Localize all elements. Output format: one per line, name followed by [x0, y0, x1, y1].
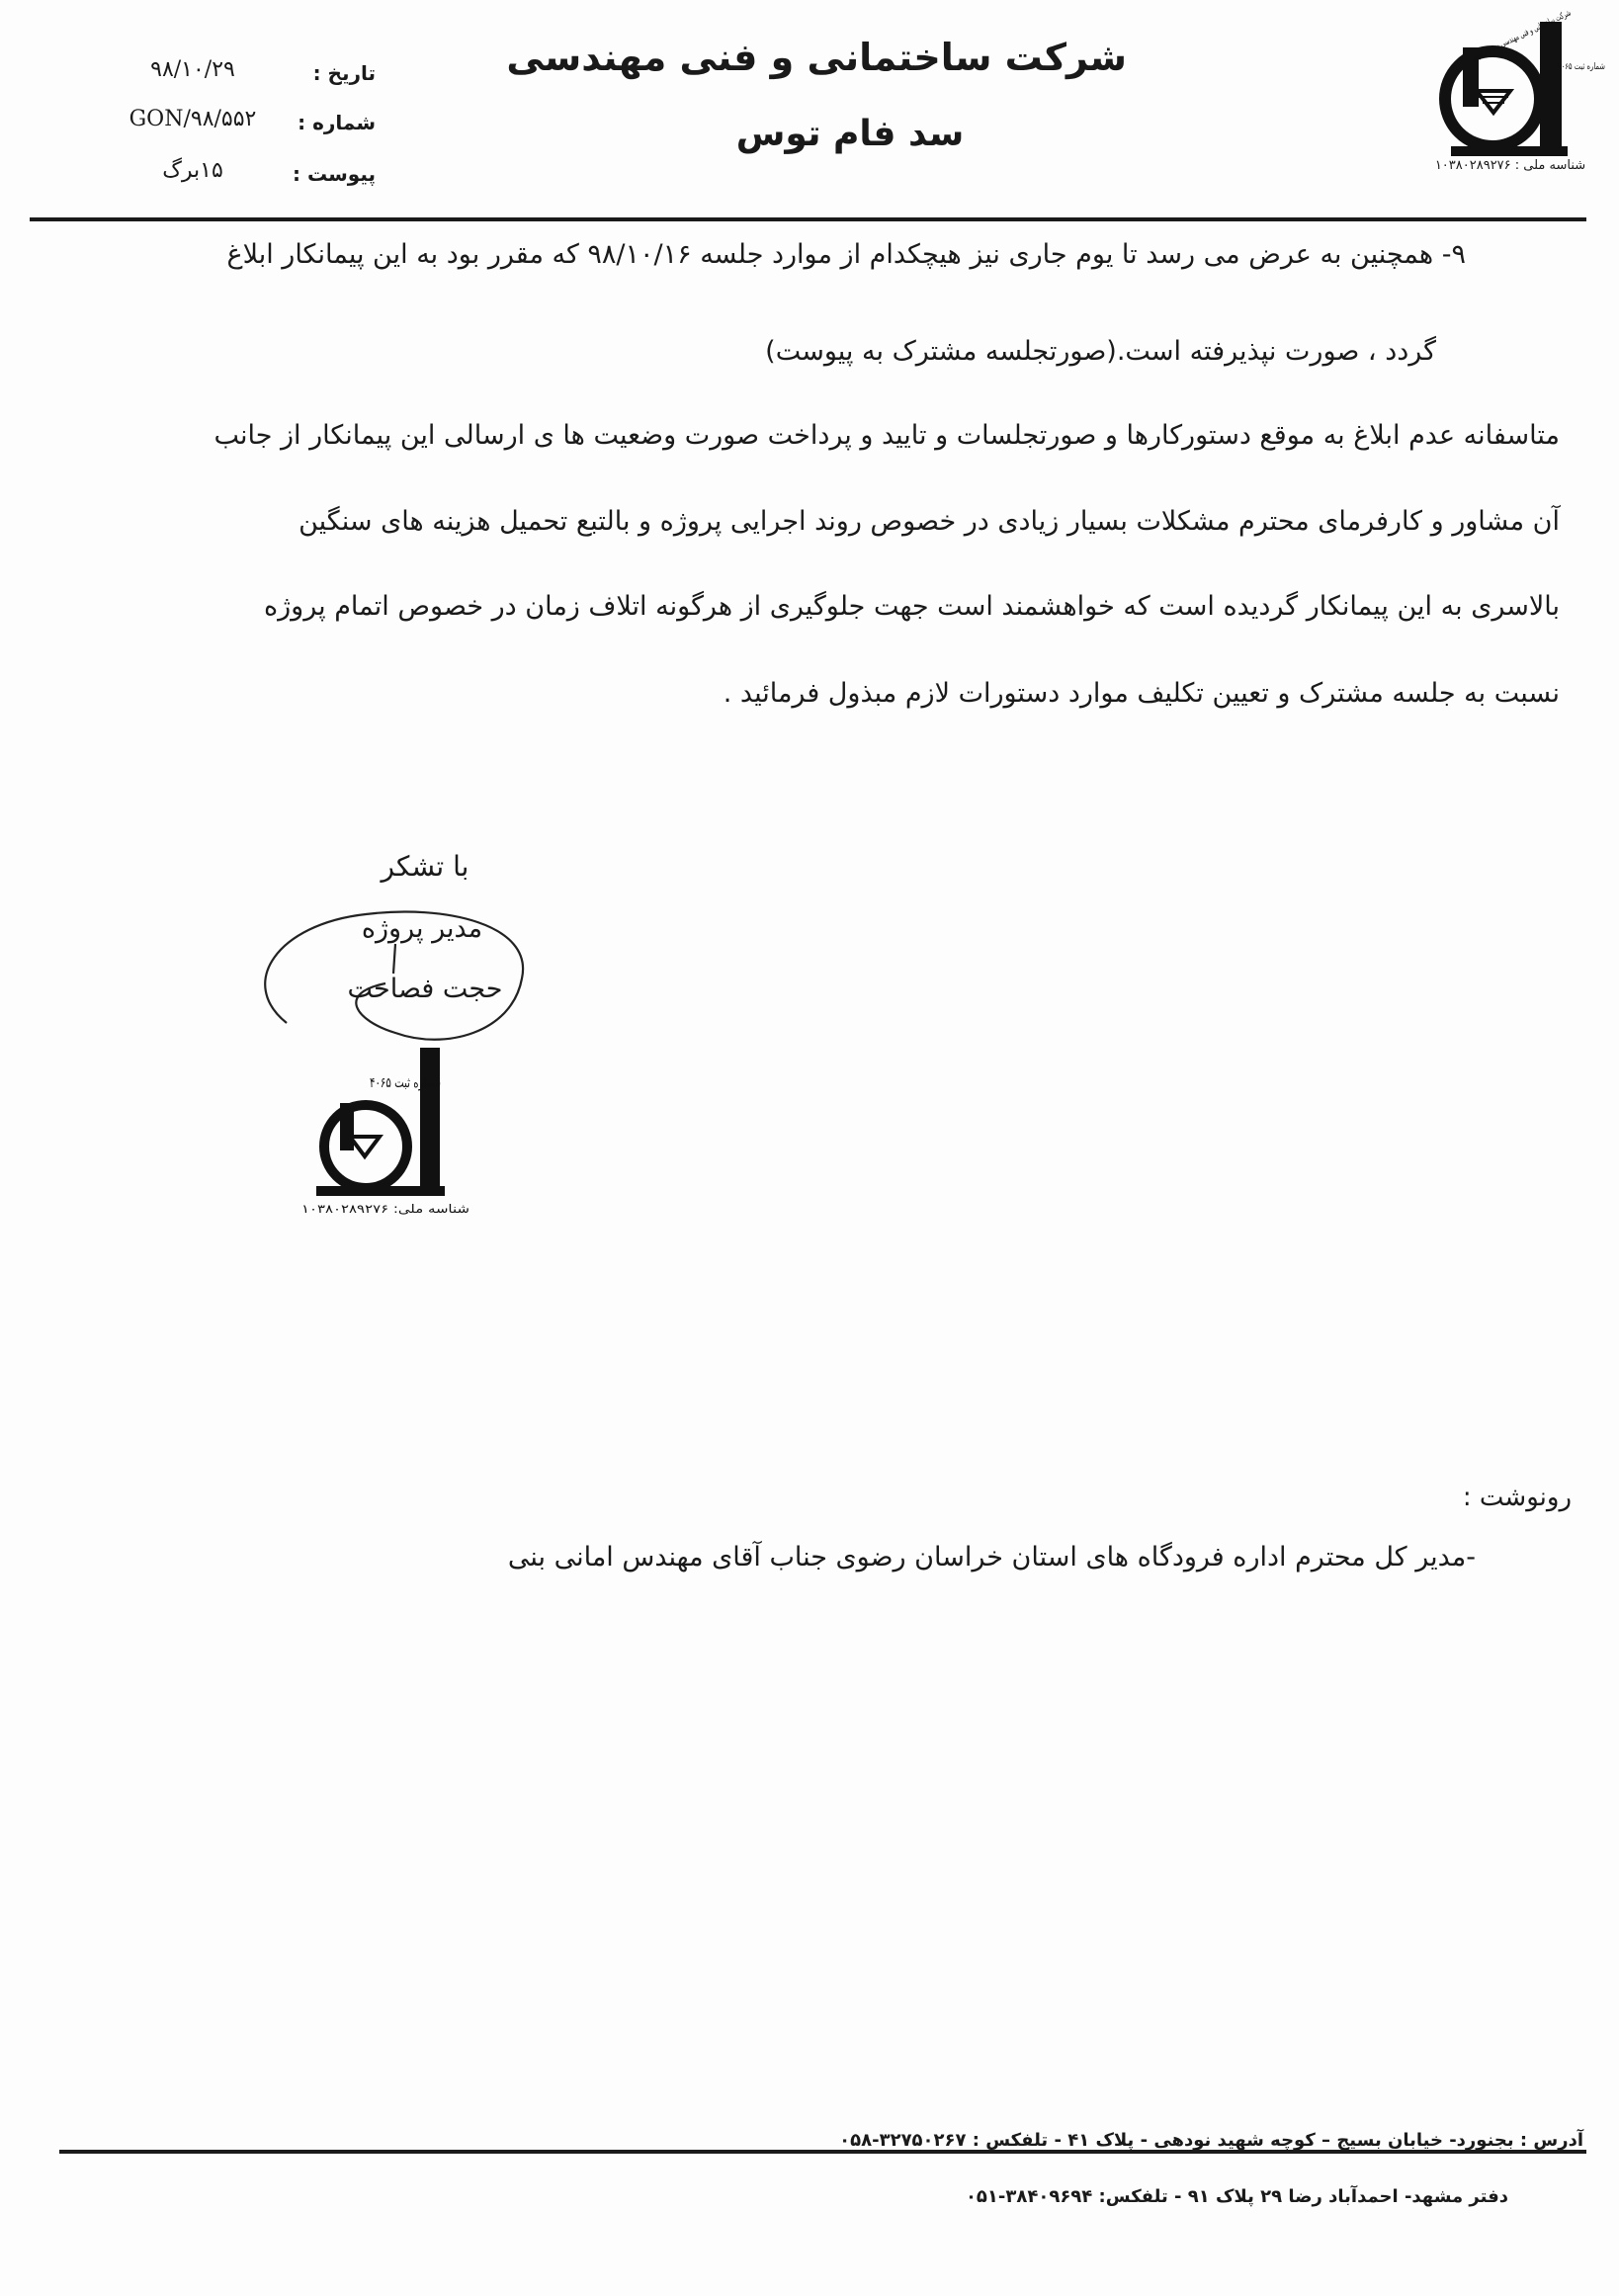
company-subtitle: سد فام توس: [735, 114, 965, 154]
signer-title: مدیر پروژه: [361, 913, 483, 944]
number-row: [109, 107, 376, 144]
date-label: تاریخ :: [312, 61, 376, 85]
company-name: شرکت ساختمانی و فنی مهندسی: [506, 36, 1127, 79]
signer-name: حجت فصاحت: [347, 974, 503, 1004]
logo-reg-text: شماره ثبت ۴۰۶۵: [1558, 62, 1616, 72]
cc-label: رونوشت :: [1462, 1483, 1572, 1512]
number-value: GON/۹۸/۵۵۲: [128, 107, 257, 131]
company-logo: [1423, 8, 1616, 162]
header-divider: [30, 217, 1586, 221]
stamp-reg-text: شماره ثبت ۴۰۶۵: [370, 1075, 460, 1091]
company-stamp-graphic: [297, 1008, 474, 1216]
date-value: ۹۸/۱۰/۲۹: [150, 57, 235, 82]
closing-thanks: با تشکر: [381, 850, 469, 883]
body-line-1: ۹- همچنین به عرض می رسد تا یوم جاری نیز هیچکدام از موارد جلسه ۹۸/۱۰/۱۶ که مقرر بود به این پیمانکار ابلاغ: [226, 239, 1466, 270]
body-line-3: متاسفانه عدم ابلاغ به موقع دستورکارها و صورتجلسات و تایید و پرداخت صورت وضعیت ها ی ارسالی این پیمانکار از جانب: [213, 420, 1560, 451]
cc-recipient: -مدیر کل محترم اداره فرودگاه های استان خراسان رضوی جناب آقای مهندس امانی بنی: [507, 1542, 1476, 1573]
company-stamp: [297, 1008, 474, 1216]
body-line-6: نسبت به جلسه مشترک و تعیین تکلیف موارد دستورات لازم مبذول فرمائید .: [723, 678, 1560, 709]
footer-address: آدرس : بجنورد- خیابان بسیج – کوچه شهید نودهی - پلاک ۴۱ - تلفکس : ۳۲۷۵۰۲۶۷-۰۵۸: [839, 2130, 1583, 2151]
attachment-label: پیوست :: [292, 162, 376, 186]
date-row: [109, 57, 376, 95]
body-line-2: گردد ، صورت نپذیرفته است.(صورتجلسه مشترک به پیوست): [765, 336, 1436, 367]
company-logo-graphic: [1423, 8, 1616, 162]
national-id: شناسه ملی : ۱۰۳۸۰۲۸۹۲۷۶: [1434, 158, 1586, 173]
body-line-5: بالاسری به این پیمانکار گردیده است که خواهشمند است جهت جلوگیری از هرگونه اتلاف زمان در خصوص اتمام پروژه: [264, 591, 1560, 622]
body-line-4: آن مشاور و کارفرمای محترم مشکلات بسیار زیادی در خصوص روند اجرایی پروژه و بالتبع تحمیل هزینه های سنگین: [298, 506, 1560, 537]
stamp-id-text: شناسه ملی: ۱۰۳۸۰۲۸۹۲۷۶: [301, 1202, 455, 1216]
attachment-value: ۱۵برگ: [162, 158, 223, 183]
attachment-row: [109, 158, 376, 196]
number-label: شماره :: [298, 111, 376, 134]
footer-office: دفتر مشهد- احمدآباد رضا ۲۹ پلاک ۹۱ - تلفکس: ۳۸۴۰۹۶۹۴-۰۵۱: [965, 2186, 1508, 2207]
